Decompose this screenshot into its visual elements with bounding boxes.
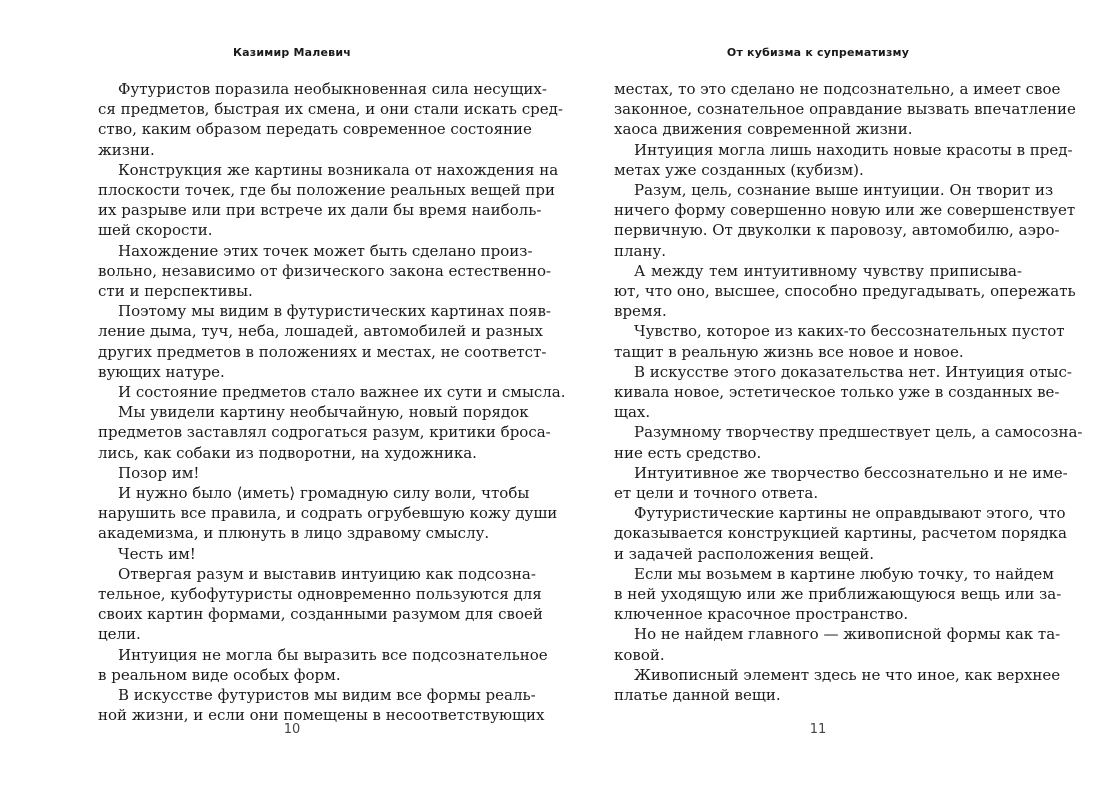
paragraph [98,463,486,483]
text-line: Честь им! [118,544,196,563]
text-line: лись, как собаки из подворотни, на художника. [98,443,477,462]
text-line: Футуристические картины не оправдывают этого, что [634,504,1066,523]
text-line: предметов заставлял содрогаться разум, критики броса- [98,423,551,442]
text-line: Мы увидели картину необычайную, новый порядок [118,403,529,422]
paragraph [98,645,548,685]
text-line: ство, каким образом передать современное состояние [98,120,532,139]
text-line: вольно, независимо от физического закона естественно- [98,261,552,280]
text-line: ление дыма, туч, неба, лошадей, автомобилей и разных [98,322,543,341]
text-line: тащит в реальную жизнь все новое и новое. [614,342,964,361]
text-line: Чувство, которое из каких-то бессознательных пустот [634,322,1065,341]
right-page-text [614,79,1083,705]
text-line: ключенное красочное пространство. [614,605,909,624]
left-page [98,0,566,797]
paragraph [98,402,551,463]
text-line: платье данной вещи. [614,686,781,705]
text-line: щах. [614,403,651,422]
text-line: Поэтому мы видим в футуристических картинах появ- [118,302,551,321]
text-line: своих картин формами, созданными разумом для своей [98,605,543,624]
text-line: первичную. От двуколки к паровозу, автомобилю, аэро- [614,221,1060,240]
text-line: ковой. [614,645,665,664]
text-line: плану. [614,241,667,260]
text-line: местах, то это сделано не подсознательно, а имеет свое [614,80,1061,98]
paragraph [98,79,563,160]
text-line: А между тем интуитивному чувству приписыва- [634,261,1022,280]
paragraph [98,685,545,725]
text-line: Нахождение этих точек может быть сделано произ- [118,241,533,260]
right-page [614,0,1083,797]
text-line: Разумному творчеству предшествует цель, а самосозна- [634,423,1083,442]
running-head-author: Казимир Малевич [232,46,352,59]
text-line: законное, сознательное оправдание вызвать впечатление [614,100,1076,119]
text-line: шей скорости. [98,221,213,240]
text-line: В искусстве этого доказательства нет. Интуиция отыс- [634,362,1072,381]
page-number-left: 10 [283,722,301,737]
text-line: Конструкция же картины возникала от нахождения на [118,160,559,179]
text-line: ся предметов, быстрая их смена, и они стали искать сред- [98,100,563,119]
text-line: Интуиция могла лишь находить новые красоты в пред- [634,140,1073,159]
text-line: кивала новое, эстетическое только уже в созданных ве- [614,383,1060,402]
paragraph [614,261,1076,322]
text-line: хаоса движения современной жизни. [614,120,913,139]
text-line: время. [614,302,667,321]
paragraph [614,180,1076,261]
text-line: и задачей расположения вещей. [614,544,874,563]
paragraph [614,624,1061,664]
text-line: ет цели и точного ответа. [614,484,819,503]
text-line: ние есть средство. [614,443,762,462]
paragraph [98,483,558,544]
text-line: сти и перспективы. [98,282,253,301]
text-line: нарушить все правила, и содрать огрубевшую кожу души [98,504,558,523]
text-line: Интуитивное же творчество бессознательно и не име- [634,463,1068,482]
page-number-right: 11 [809,722,827,737]
paragraph [614,321,1065,361]
paragraph [614,665,1061,705]
text-line: Позор им! [118,463,200,482]
text-line: метах уже созданных (кубизм). [614,160,864,179]
text-line: ют, что оно, высшее, способно предугадывать, опережать [614,282,1076,301]
running-head-title: От кубизма к супрематизму [726,46,910,59]
text-line: Интуиция не могла бы выразить все подсознательное [118,645,548,664]
text-line: других предметов в положениях и местах, не соответст- [98,342,547,361]
paragraph [614,140,1073,180]
paragraph [98,301,551,382]
text-line: Отвергая разум и выставив интуицию как подсозна- [118,564,536,583]
text-line: Разум, цель, сознание выше интуиции. Он творит из [634,181,1054,200]
text-line: В искусстве футуристов мы видим все формы реаль- [118,686,536,705]
text-line: цели. [98,625,141,644]
text-line: тельное, кубофутуристы одновременно пользуются для [98,585,542,604]
text-line: Футуристов поразила необыкновенная сила несущих- [118,80,547,98]
text-line: И нужно было ⟨иметь⟩ громадную силу воли, чтобы [118,484,530,503]
text-line: в ней уходящую или же приближающуюся вещь или за- [614,585,1062,604]
text-line: Живописный элемент здесь не что иное, как верхнее [634,665,1061,684]
paragraph [614,79,1076,140]
paragraph [614,362,1072,423]
paragraph [614,422,1083,462]
text-line: Если мы возьмем в картине любую точку, то найдем [634,564,1054,583]
paragraph [98,382,566,402]
text-line: ной жизни, и если они помещены в несоответствующих [98,706,545,725]
paragraph [98,160,559,241]
text-line: вующих натуре. [98,362,225,381]
text-line: академизма, и плюнуть в лицо здравому смыслу. [98,524,490,543]
paragraph [98,564,543,645]
text-line: доказывается конструкцией картины, расчетом порядка [614,524,1067,543]
text-line: ничего форму совершенно новую или же совершенствует [614,201,1076,220]
left-page-text [98,79,566,726]
text-line: И состояние предметов стало важнее их сути и смысла. [118,383,566,402]
paragraph [98,241,552,302]
paragraph [614,564,1062,625]
paragraph [98,544,486,564]
text-line: их разрыве или при встрече их дали бы время наиболь- [98,201,542,220]
paragraph [614,463,1068,503]
text-line: плоскости точек, где бы положение реальных вещей при [98,181,556,200]
text-line: в реальном виде особых форм. [98,665,341,684]
paragraph [614,503,1067,564]
text-line: жизни. [98,140,155,159]
text-line: Но не найдем главного — живописной формы как та- [634,625,1061,644]
